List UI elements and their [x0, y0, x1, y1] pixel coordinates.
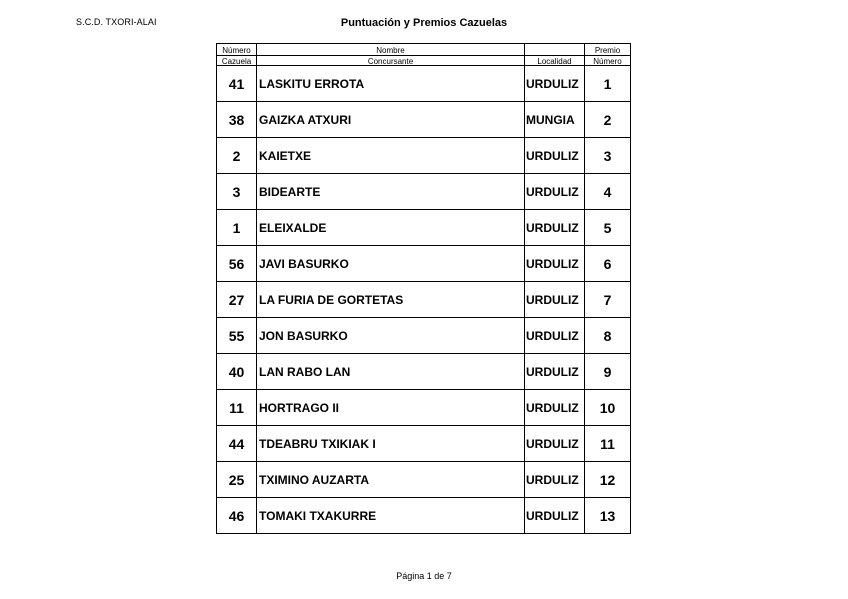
- cazuela-number: 38: [217, 102, 257, 137]
- table-row: [217, 390, 630, 426]
- locality: URDULIZ: [525, 138, 585, 173]
- page-title: Puntuación y Premios Cazuelas: [340, 17, 508, 29]
- prize-number: 6: [603, 255, 612, 272]
- contestant-name: TOMAKI TXAKURRE: [257, 498, 525, 533]
- contestant-name: HORTRAGO II: [257, 390, 525, 425]
- contestant-name: JAVI BASURKO: [257, 246, 525, 281]
- prize-number: 2: [603, 111, 612, 128]
- contestant-name: LAN RABO LAN: [257, 354, 525, 389]
- contestant-name: GAIZKA ATXURI: [257, 102, 525, 137]
- contestant-name: KAIETXE: [257, 138, 525, 173]
- header-numero-bottom: Cazuela: [217, 55, 256, 66]
- contestant-name: TDEABRU TXIKIAK I: [257, 426, 525, 461]
- table-row: [217, 426, 630, 462]
- cazuela-number: 41: [217, 66, 257, 101]
- header-nombre-top: Nombre: [376, 46, 405, 55]
- page-number: Página 1 de 7: [396, 571, 452, 581]
- prize-number: 4: [603, 183, 612, 200]
- cazuela-number: 55: [217, 318, 257, 353]
- contestant-name: LASKITU ERROTA: [257, 66, 525, 101]
- contestant-name: JON BASURKO: [257, 318, 525, 353]
- table-body: [217, 66, 630, 533]
- table-row: [217, 102, 630, 138]
- table-row: [217, 246, 630, 282]
- locality: URDULIZ: [525, 498, 585, 533]
- table-row: [217, 66, 630, 102]
- cazuela-number: 2: [217, 138, 257, 173]
- locality: URDULIZ: [525, 390, 585, 425]
- header-nombre-concursante: [257, 44, 525, 65]
- contestant-name: TXIMINO AUZARTA: [257, 462, 525, 497]
- prize-number: 13: [599, 507, 616, 524]
- table-row: [217, 318, 630, 354]
- header-numero-top: Número: [222, 46, 251, 55]
- prize-number: 10: [599, 399, 616, 416]
- locality: URDULIZ: [525, 354, 585, 389]
- prize-number: 7: [603, 291, 612, 308]
- prize-number: 12: [599, 471, 616, 488]
- contestant-name: LA FURIA DE GORTETAS: [257, 282, 525, 317]
- cazuela-number: 46: [217, 498, 257, 533]
- cazuela-number: 25: [217, 462, 257, 497]
- cazuela-number: 44: [217, 426, 257, 461]
- cazuela-number: 11: [217, 390, 257, 425]
- header-premio-top: Premio: [594, 46, 621, 55]
- prize-number: 1: [603, 75, 612, 92]
- results-table: [216, 43, 631, 534]
- table-header-row: [217, 44, 630, 66]
- table-row: [217, 498, 630, 533]
- header-localidad: [525, 44, 585, 65]
- locality: URDULIZ: [525, 174, 585, 209]
- table-row: [217, 354, 630, 390]
- prize-number: 11: [600, 435, 615, 452]
- locality: MUNGIA: [525, 102, 585, 137]
- cazuela-number: 3: [217, 174, 257, 209]
- header-premio-numero: [585, 44, 630, 65]
- prize-number: 3: [603, 147, 612, 164]
- table-row: [217, 282, 630, 318]
- header-localidad-bottom: Localidad: [525, 55, 584, 66]
- locality: URDULIZ: [525, 246, 585, 281]
- cazuela-number: 40: [217, 354, 257, 389]
- cazuela-number: 1: [217, 210, 257, 245]
- locality: URDULIZ: [525, 210, 585, 245]
- table-row: [217, 210, 630, 246]
- locality: URDULIZ: [525, 66, 585, 101]
- cazuela-number: 27: [217, 282, 257, 317]
- locality: URDULIZ: [525, 282, 585, 317]
- header-nombre-bottom: Concursante: [257, 55, 524, 66]
- contestant-name: BIDEARTE: [257, 174, 525, 209]
- locality: URDULIZ: [525, 318, 585, 353]
- prize-number: 5: [603, 219, 612, 236]
- cazuela-number: 56: [217, 246, 257, 281]
- table-row: [217, 138, 630, 174]
- locality: URDULIZ: [525, 462, 585, 497]
- table-row: [217, 462, 630, 498]
- prize-number: 8: [603, 327, 612, 344]
- prize-number: 9: [603, 363, 612, 380]
- header-premio-bottom: Número: [585, 55, 630, 66]
- locality: URDULIZ: [525, 426, 585, 461]
- header-localidad-top: [553, 46, 555, 55]
- header-numero-cazuela: [217, 44, 257, 65]
- contestant-name: ELEIXALDE: [257, 210, 525, 245]
- organization-name: S.C.D. TXORI-ALAI: [76, 17, 157, 27]
- table-row: [217, 174, 630, 210]
